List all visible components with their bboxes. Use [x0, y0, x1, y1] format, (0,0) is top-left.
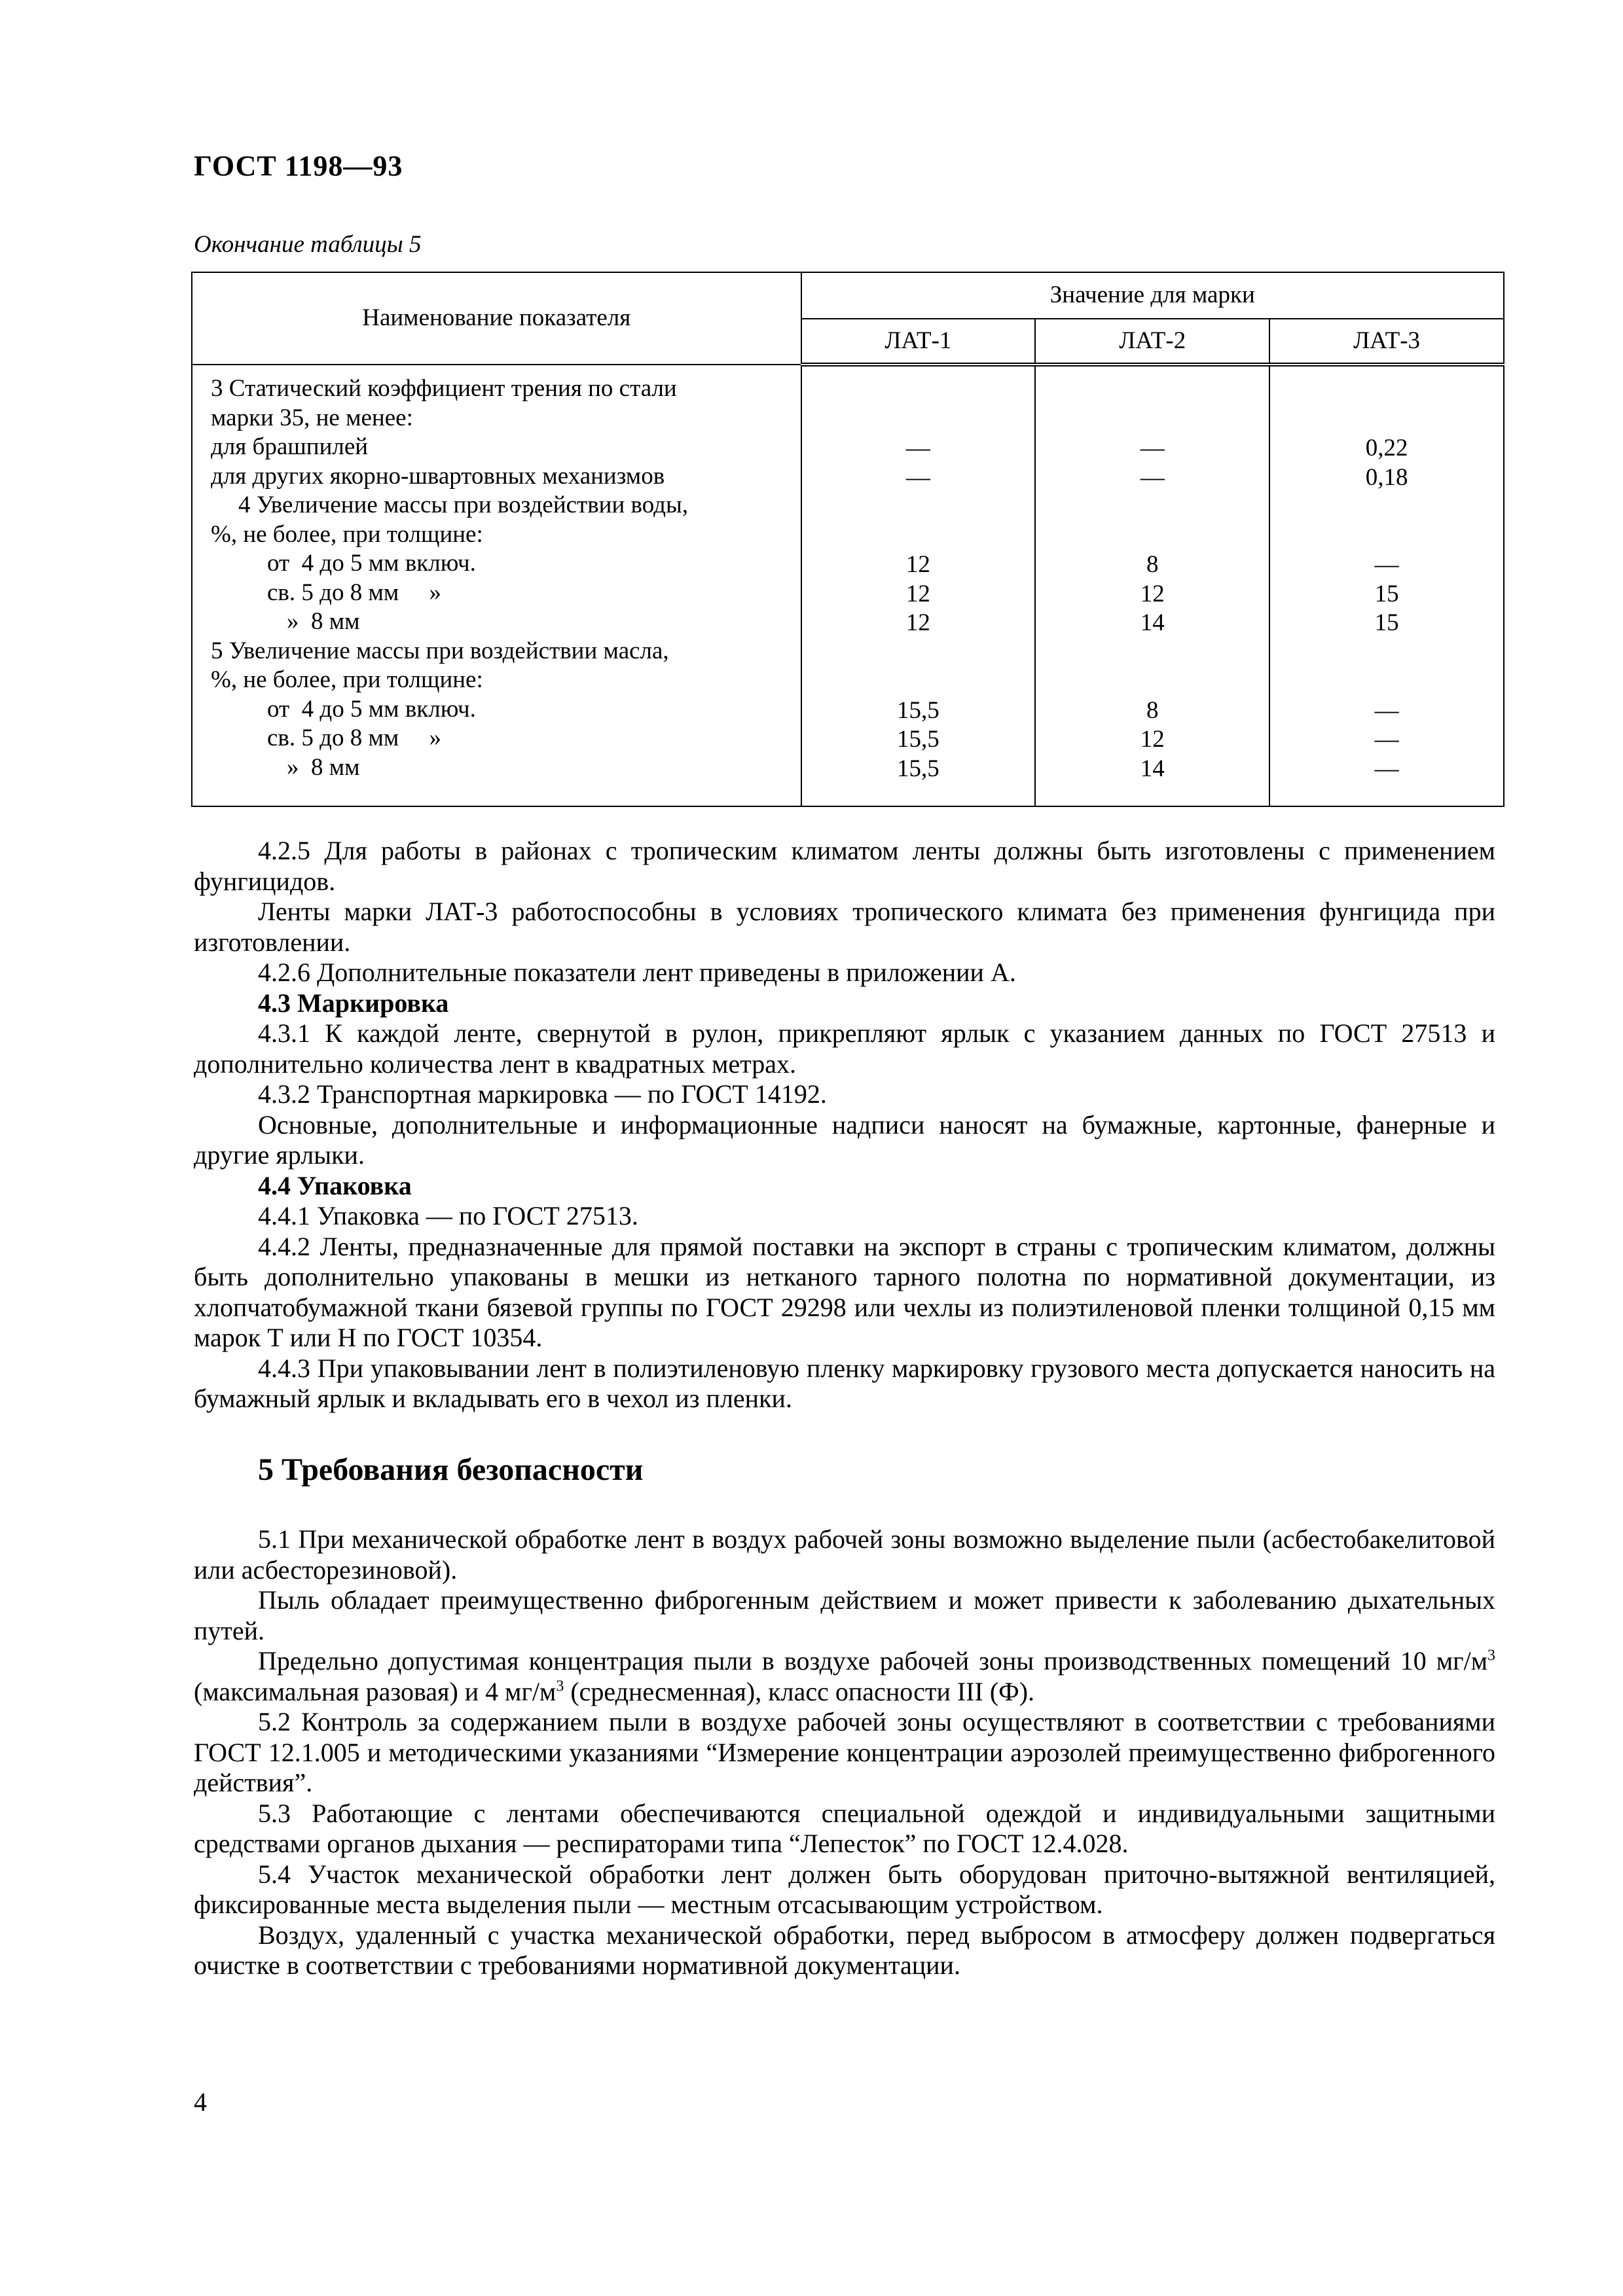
table-cell: [802, 522, 1035, 551]
table-cell: [802, 405, 1035, 435]
paragraph-5-2: 5.2 Контроль за содержанием пыли в воздухе рабочей зоны осуществляют в соответствии с требованиями ГОСТ 12.1.005 и методическими указаниями “Измерение концентрации аэрозолей преимущественно фиброгенного действия”.: [194, 1707, 1495, 1797]
row-label: для других якорно-швартовных механизмов: [211, 462, 665, 490]
table-cell: 15: [1374, 609, 1399, 636]
paragraph: Пыль обладает преимущественно фиброгенным действием и может привести к заболеванию дыхательных путей.: [194, 1585, 1495, 1645]
row-label: 3 Статический коэффициент трения по стали: [211, 375, 677, 402]
table-cell: —: [1374, 755, 1399, 782]
row-label: марки 35, не менее:: [211, 404, 413, 431]
table-5: [191, 272, 1504, 807]
table-cell: 0,22: [1365, 435, 1408, 461]
table-cell: —: [1374, 551, 1399, 578]
row-label: 5 Увеличение массы при воздействии масла,: [211, 637, 669, 664]
table-cell: [1270, 638, 1503, 668]
table-cell: [1036, 522, 1269, 551]
text-run: Предельно допустимая концентрация пыли в воздухе рабочей зоны производственных помещений 10 мг/м: [258, 1646, 1487, 1676]
column-header-lat1: ЛАТ-1: [801, 319, 1036, 365]
table-cell: 15,5: [897, 696, 939, 724]
paragraph-mpc: [194, 1646, 1495, 1707]
table-cell: [1270, 376, 1503, 405]
paragraph-4-4-3: 4.4.3 При упаковывании лент в полиэтиленовую пленку маркировку грузового места допускается наносить на бумажный ярлык и вкладывать его в чехол из пленки.: [194, 1353, 1495, 1413]
table-caption: Окончание таблицы 5: [194, 231, 422, 258]
table-cell: —: [1140, 435, 1165, 461]
table-cell: [1270, 405, 1503, 435]
paragraph-4-4-2: 4.4.2 Ленты, предназначенные для прямой поставки на экспорт в страны с тропическим климатом, должны быть дополнительно упакованы в мешки из нетканого тарного полотна по нормативной документации, из хлопчатобумажной ткани бязевой группы по ГОСТ 29298 или чехлы из полиэтиленовой пленки толщиной 0,15 мм марок Т или Н по ГОСТ 10354.: [194, 1231, 1495, 1352]
row-label: от 4 до 5 мм включ.: [267, 695, 476, 723]
superscript: 3: [1487, 1647, 1495, 1664]
table-cell: 12: [905, 580, 930, 607]
properties-table: [191, 272, 1504, 807]
paragraph-4-3-1: 4.3.1 К каждой ленте, свернутой в рулон, прикрепляют ярлык с указанием данных по ГОСТ 27513 и дополнительно количества лент в квадратных метрах.: [194, 1018, 1495, 1079]
table-cell: [1036, 492, 1269, 522]
table-cell: [802, 492, 1035, 522]
paragraph: Воздух, удаленный с участка механической обработки, перед выбросом в атмосферу должен подвергаться очистке в соответствии с требованиями нормативной документации.: [194, 1920, 1495, 1980]
table-cell: [1036, 376, 1269, 405]
table-cell: [1270, 492, 1503, 522]
paragraph-5-3: 5.3 Работающие с лентами обеспечиваются специальной одеждой и индивидуальными защитными средствами органов дыхания — респираторами типа “Лепесток” по ГОСТ 12.4.028.: [194, 1798, 1495, 1858]
row-label: » 8 мм: [287, 753, 360, 781]
superscript: 3: [556, 1677, 564, 1695]
table-cell: 8: [1146, 696, 1159, 724]
table-cell: 15: [1374, 580, 1399, 607]
page-number: 4: [194, 2087, 207, 2117]
table-cell: 14: [1140, 755, 1165, 782]
document-code: ГОСТ 1198—93: [194, 150, 403, 182]
paragraph-4-2-6: 4.2.6 Дополнительные показатели лент приведены в приложении А.: [258, 958, 1016, 987]
column-header-lat2: ЛАТ-2: [1035, 319, 1269, 365]
table-cell: —: [1374, 696, 1399, 724]
paragraph: Основные, дополнительные и информационные надписи наносят на бумажные, картонные, фанерные и другие ярлыки.: [194, 1109, 1495, 1170]
column-header-indicator: Наименование показателя: [192, 272, 801, 365]
table-cell: —: [1140, 463, 1165, 491]
table-cell: 12: [905, 609, 930, 636]
table-cell: 14: [1140, 609, 1165, 636]
table-cell: 12: [1140, 580, 1165, 607]
section-heading-5: 5 Требования безопасности: [258, 1452, 644, 1487]
table-cell: [1036, 638, 1269, 668]
lat3-values-cell: [1269, 365, 1504, 806]
table-cell: 0,18: [1365, 463, 1408, 491]
table-cell: [802, 667, 1035, 696]
table-cell: [1270, 667, 1503, 696]
row-label: св. 5 до 8 мм »: [267, 579, 442, 606]
paragraph-4-2-5: 4.2.5 Для работы в районах с тропическим климатом ленты должны быть изготовлены с применением фунгицидов.: [194, 836, 1495, 896]
table-cell: —: [905, 463, 930, 491]
indicator-names-cell: [192, 365, 801, 806]
table-cell: 12: [1140, 726, 1165, 753]
table-body-row: [192, 365, 1504, 806]
table-cell: —: [1374, 726, 1399, 753]
row-label: св. 5 до 8 мм »: [267, 725, 442, 751]
lat1-values-cell: [801, 365, 1036, 806]
column-header-lat3: ЛАТ-3: [1269, 319, 1504, 365]
table-cell: [802, 376, 1035, 405]
paragraph: Ленты марки ЛАТ-3 работоспособны в условиях тропического климата без применения фунгицида при изготовлении.: [194, 897, 1495, 957]
body-text: [194, 836, 1495, 1981]
text-run: (среднесменная), класс опасности III (Ф).: [564, 1676, 1035, 1706]
row-label: для брашпилей: [211, 433, 369, 460]
table-cell: 8: [1146, 551, 1159, 578]
row-label: %, не более, при толщине:: [211, 666, 483, 693]
table-cell: 12: [905, 551, 930, 578]
table-cell: [1036, 405, 1269, 435]
table-header-row: [192, 272, 1504, 319]
subsection-heading-4-4: 4.4 Упаковка: [258, 1170, 412, 1200]
paragraph-5-1: 5.1 При механической обработке лент в воздух рабочей зоны возможно выделение пыли (асбестобакелитовой или асбесторезиновой).: [194, 1524, 1495, 1585]
table-cell: [1036, 667, 1269, 696]
row-label: » 8 мм: [287, 608, 360, 635]
text-run: (максимальная разовая) и 4 мг/м: [194, 1676, 556, 1706]
lat2-values-cell: [1035, 365, 1269, 806]
column-group-header: Значение для марки: [801, 272, 1504, 319]
row-label: от 4 до 5 мм включ.: [267, 550, 476, 577]
subsection-heading-4-3: 4.3 Маркировка: [258, 988, 449, 1018]
table-cell: 15,5: [897, 726, 939, 753]
paragraph-5-4: 5.4 Участок механической обработки лент должен быть оборудован приточно-вытяжной вентиляцией, фиксированные места выделения пыли — местным отсасывающим устройством.: [194, 1859, 1495, 1919]
table-cell: [1270, 522, 1503, 551]
row-label: 4 Увеличение массы при воздействии воды,: [238, 492, 689, 518]
table-cell: [802, 638, 1035, 668]
table-cell: —: [905, 435, 930, 461]
paragraph-4-4-1: 4.4.1 Упаковка — по ГОСТ 27513.: [258, 1201, 638, 1230]
row-label: %, не более, при толщине:: [211, 520, 483, 548]
table-cell: 15,5: [897, 755, 939, 782]
paragraph-4-3-2: 4.3.2 Транспортная маркировка — по ГОСТ 14192.: [258, 1079, 827, 1109]
